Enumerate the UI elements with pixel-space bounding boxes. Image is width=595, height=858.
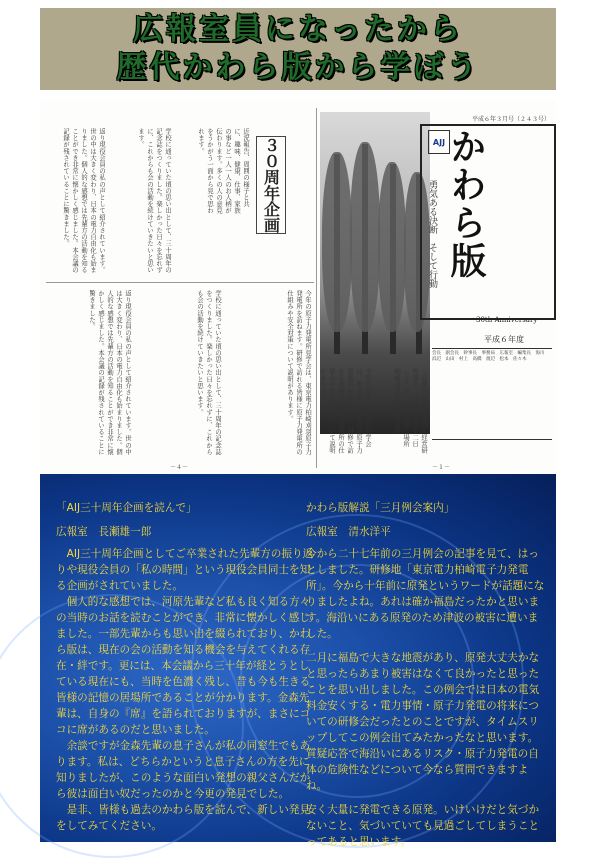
page-number-right: －１－ (432, 464, 451, 471)
fiscal-year-label: 平成６年度 (484, 335, 524, 344)
article-left-byline: 広報室 長瀬雄一郎 (56, 526, 152, 538)
article-left-paragraph: 余談ですが金森先輩の息子さんが私の同窓生でもあります。私は、どちらかというと息子さんの方を先に知りましたが、このような面白い発想の親父さんだから彼は面白い奴だったのかと今更の発見でした。 (56, 740, 311, 800)
feature-box (256, 136, 286, 234)
article-right-paragraph: 二月に福島で大きな地震があり、原発大丈夫かなと思ったらあまり被害はなくて良かったと思ったことを思い出しました。この例会では日本の電気料金安くする・電力事情・原子力発電の将来についての研修会だったとのことですが、タイムスリップしてこの例会出てみたかったなと思います。質疑応答で海沿いにあるリスク・原子力発電の自体の危険性などについて今なら質問できますよね。 (306, 652, 540, 792)
article-left (56, 500, 314, 834)
newsletter-scan (40, 100, 556, 475)
article-left-paragraph: 個人的な感想では、河原先輩など私も良く知る方々の当時のお話を読むことができ、非常に懐かしく感じました。一部先輩からも思い出を綴られており、かわら版は、現在の会の活動を知る機会を与えてくれる存在・絆です。更には、本会議から三十年が経とうとしている現在にも、当時を色濃く残し、昔も今も生きる皆様の記憶の居場所であることが分かります。金森先輩は、自身の『席』を語られておりますが、まさにココに席があるのだと思いました。 (56, 596, 311, 736)
newsletter-column-lower-2: 学校に通っていた頃の思い出として、三十周年の記念誌をつくりました。楽しかった日々を忘れずに、これからも会の活動を続けていきたいと思います。 (196, 290, 221, 455)
commentary-panel (40, 474, 556, 848)
title-line-2: 歴代かわら版から学ぼう (116, 50, 480, 85)
center-fold (316, 108, 317, 468)
newsletter-column-lower-3: 今年の原子力発電所見学会は、東京電力柏崎刈羽原子力発電所を訪ねます。研修で訪れる皆様に原子力発電所の仕組みや安全対策について説明があります。 (286, 290, 311, 455)
article-right-paragraph: 今から二十七年前の三月例会の記事を見て、はっとしました。研修地「東京電力柏崎電子力発電所」。今から十年前に原発というワードが話題になりましたよね。あれは確か福島だったかと思います。海沿いにある原発のため津波の被害に遭いました。 (306, 548, 545, 640)
masthead-tagline: 勇気ある決断 そして行動 (427, 180, 437, 288)
newsletter-column-a: 返り現役会員の私の声として紹介されています。世の中は大きく変わり、日本の電力自由化も始まりました。個人的な感想では先輩方の活動を知ることができ非常に懐かしく感じました。本会議の記録が残されていることに驚きました。 (62, 128, 105, 274)
feature-box-label: ３０周年企画 (261, 137, 281, 233)
article-right-paragraph: 安く大量に発電できる原発。いけいけだと気づかないこと、気づいていても見過ごしてしまうことってあると思います。 (306, 804, 540, 848)
newsletter-column-right-2: 三月例会案内 関西・経営研究部会 日時 三月十二日（土）十三時 午後 場所 柏崎刈羽原子力発電所 (393, 368, 427, 454)
staff-list: 会長 副会長 幹事長 事務局 広報室 編集長 海川 浜辺 山田 村上 高橋 渡辺 松本 佐々木 (432, 348, 552, 440)
association-badge: AJJ (428, 130, 450, 154)
article-left-heading: 「AIJ三十周年企画を読んで」 (56, 502, 197, 514)
anniversary-label: 30th Anniversary (476, 316, 538, 324)
article-left-paragraph: AIJ三十周年企画としてご卒業された先輩方の振り返りや現役会員の「私の時間」という現役会員同士を知る企画がされていました。 (56, 548, 314, 592)
article-right-heading: かわら版解説「三月例会案内」 (306, 502, 455, 514)
article-right (306, 500, 546, 850)
title-line-1: 広報室員になったから (133, 12, 463, 47)
newsletter-column-lower-1: 返り現役会員の私の声として紹介されています。世の中は大きく変わり、日本の電力自由化も始まりました。個人的な感想では先輩方の活動を知ることができ非常に懐かしく感じました。本会議の記録が残されていることに驚きました。 (88, 290, 131, 455)
newsletter-column-right-1: 今年の原子力発電所見学会は、東京電力柏崎刈羽原子力発電所を訪ねます。研修で訪れる皆様に原子力発電所の仕組みや安全対策について説明があります。 (319, 368, 371, 454)
title-banner (40, 8, 556, 90)
masthead-title: かわら版 (445, 128, 487, 280)
article-right-byline: 広報室 清水洋平 (306, 526, 391, 538)
issue-line: 平成６年３月号（２４３号） (471, 116, 550, 123)
newsletter-column-b: 近況報告、周囲の様子と共に、趣味、健康、仕事、家族の事など一人一人のお人柄が伝わります。多くの人の意見をうかがう一面から見で思われます。 (197, 128, 249, 214)
page-number-left: －４－ (170, 464, 189, 471)
divider (46, 282, 314, 283)
newsletter-column-c: 学校に通っていた頃の思い出として、三十周年の記念誌をつくりました。楽しかった日々を忘れずに、これからも会の活動を続けていきたいと思います。 (137, 128, 171, 274)
article-left-paragraph: 是非、皆様も過去のかわら版を読んで、新しい発見をしてみてください。 (56, 804, 311, 832)
